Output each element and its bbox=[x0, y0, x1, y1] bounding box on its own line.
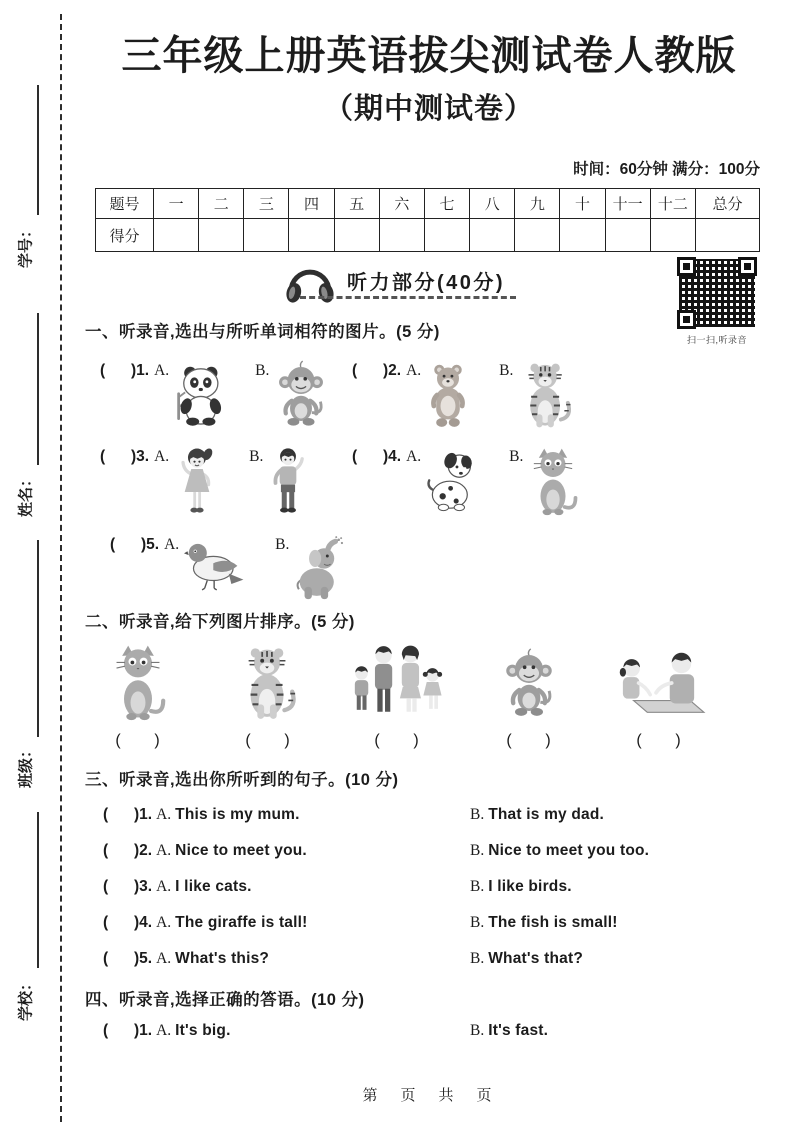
score-col: 十二 bbox=[650, 189, 695, 219]
student-id-blank-line bbox=[37, 85, 39, 215]
section2-title: 二、听录音,给下列图片排序。(5 分) bbox=[85, 613, 355, 631]
family-image bbox=[351, 642, 443, 724]
order-blank: ( ) bbox=[245, 732, 291, 749]
option-b-text: I like birds. bbox=[488, 878, 572, 895]
option-a-label: A. bbox=[156, 842, 172, 859]
s3-question-3-a bbox=[103, 878, 252, 896]
answer-blank: ( )5. bbox=[103, 950, 153, 967]
score-cell bbox=[379, 219, 424, 252]
order-blank: ( ) bbox=[374, 732, 420, 749]
s3-question-1-b bbox=[470, 806, 604, 824]
option-a-label: A. bbox=[156, 914, 172, 931]
option-a-label: A. bbox=[156, 806, 172, 823]
school-blank-line bbox=[37, 812, 39, 968]
s4-question-1-b bbox=[470, 1022, 548, 1040]
score-col: 八 bbox=[470, 189, 515, 219]
score-col: 十 bbox=[560, 189, 605, 219]
s2-item-3 bbox=[350, 642, 444, 750]
talking-kids-image bbox=[609, 642, 709, 724]
s3-question-5-a bbox=[103, 950, 269, 968]
option-b-label: B. bbox=[470, 950, 485, 967]
bear-image bbox=[426, 358, 470, 432]
s3-question-4-b bbox=[470, 914, 618, 932]
score-col: 二 bbox=[199, 189, 244, 219]
answer-blank: ( )3. bbox=[100, 448, 150, 465]
answer-blank: ( )5. bbox=[110, 536, 160, 553]
score-col: 一 bbox=[154, 189, 199, 219]
tiger-image bbox=[518, 358, 574, 432]
option-a-text: I like cats. bbox=[175, 878, 252, 895]
section1-title: 一、听录音,选出与所听单词相符的图片。(5 分) bbox=[85, 323, 440, 341]
option-b-label: B. bbox=[470, 1022, 485, 1039]
option-a-label: A. bbox=[406, 362, 422, 379]
option-a-label: A. bbox=[154, 362, 170, 379]
score-table bbox=[95, 188, 760, 252]
s2-item-1 bbox=[105, 642, 171, 750]
option-a-text: The giraffe is tall! bbox=[175, 914, 308, 931]
option-b-text: What's that? bbox=[488, 950, 583, 967]
option-a-text: It's big. bbox=[175, 1022, 231, 1039]
s3-question-2-b bbox=[470, 842, 649, 860]
option-a-text: What's this? bbox=[175, 950, 270, 967]
score-col: 六 bbox=[379, 189, 424, 219]
option-b-label: B. bbox=[509, 448, 524, 465]
option-a-label: A. bbox=[154, 448, 170, 465]
s2-item-4 bbox=[498, 642, 560, 750]
option-b-label: B. bbox=[470, 806, 485, 823]
panda-image bbox=[174, 358, 226, 430]
s2-item-2 bbox=[233, 642, 303, 750]
qr-finder-bottom-left bbox=[677, 310, 696, 329]
score-row-label: 得分 bbox=[96, 219, 154, 252]
cat-image bbox=[528, 444, 578, 520]
student-id-label: 学号： bbox=[17, 223, 35, 269]
score-table-score-row bbox=[96, 219, 760, 252]
section3-title: 三、听录音,选出你所听到的句子。(10 分) bbox=[85, 771, 399, 789]
answer-blank: ( )4. bbox=[103, 914, 153, 931]
listening-section-title: 听力部分(40分) bbox=[347, 272, 506, 294]
qr-block bbox=[675, 255, 759, 346]
option-a-text: This is my mum. bbox=[175, 806, 300, 823]
order-blank: ( ) bbox=[506, 732, 552, 749]
elephant-image bbox=[294, 534, 346, 604]
option-a-text: Nice to meet you. bbox=[175, 842, 307, 859]
score-col: 五 bbox=[334, 189, 379, 219]
option-b-text: It's fast. bbox=[488, 1022, 549, 1039]
option-b-label: B. bbox=[499, 362, 514, 379]
answer-blank: ( )1. bbox=[103, 1022, 153, 1039]
section4-title: 四、听录音,选择正确的答语。(10 分) bbox=[85, 991, 365, 1009]
option-b-text: That is my dad. bbox=[488, 806, 605, 823]
option-a-label: A. bbox=[406, 448, 422, 465]
s2-item-5 bbox=[608, 642, 710, 750]
s1-question-1 bbox=[100, 362, 328, 430]
score-col: 七 bbox=[424, 189, 469, 219]
order-blank: ( ) bbox=[636, 732, 682, 749]
score-table-header-row bbox=[96, 189, 760, 219]
score-cell bbox=[560, 219, 605, 252]
boy-image bbox=[268, 444, 308, 522]
monkey-image bbox=[274, 358, 328, 430]
qr-caption: 扫一扫,听录音 bbox=[686, 335, 747, 345]
s3-question-4-a bbox=[103, 914, 308, 932]
cut-dashed-line bbox=[60, 14, 62, 1122]
listening-title-underline bbox=[300, 296, 516, 299]
s1-question-2 bbox=[352, 362, 574, 432]
option-b-text: The fish is small! bbox=[488, 914, 618, 931]
tiger-image bbox=[237, 642, 299, 724]
name-label: 姓名： bbox=[17, 472, 35, 518]
score-cell bbox=[199, 219, 244, 252]
option-a-label: A. bbox=[156, 878, 172, 895]
score-cell bbox=[650, 219, 695, 252]
s3-question-1-a bbox=[103, 806, 300, 824]
score-col-total: 总分 bbox=[696, 189, 760, 219]
score-table-corner: 题号 bbox=[96, 189, 154, 219]
cat-image bbox=[110, 642, 166, 724]
score-cell bbox=[244, 219, 289, 252]
option-b-label: B. bbox=[470, 878, 485, 895]
score-col: 九 bbox=[515, 189, 560, 219]
girl-image bbox=[174, 444, 220, 522]
option-b-label: B. bbox=[470, 914, 485, 931]
score-cell-total bbox=[696, 219, 760, 252]
dog-image bbox=[426, 446, 480, 518]
option-b-label: B. bbox=[249, 448, 264, 465]
monkey-image bbox=[501, 642, 557, 724]
score-cell bbox=[605, 219, 650, 252]
option-b-label: B. bbox=[255, 362, 270, 379]
score-cell bbox=[154, 219, 199, 252]
paper-subtitle: （期中测试卷） bbox=[323, 93, 534, 125]
option-a-label: A. bbox=[164, 536, 180, 553]
name-blank-line bbox=[37, 313, 39, 465]
score-cell bbox=[289, 219, 334, 252]
option-b-label: B. bbox=[470, 842, 485, 859]
school-label: 学校： bbox=[17, 976, 35, 1022]
s1-question-4 bbox=[352, 448, 578, 520]
s3-question-2-a bbox=[103, 842, 307, 860]
answer-blank: ( )4. bbox=[352, 448, 402, 465]
order-blank: ( ) bbox=[115, 732, 161, 749]
paper-title: 三年级上册英语拔尖测试卷人教版 bbox=[121, 34, 737, 78]
qr-finder-top-right bbox=[738, 257, 757, 276]
score-cell bbox=[334, 219, 379, 252]
s3-question-3-b bbox=[470, 878, 572, 896]
score-col: 四 bbox=[289, 189, 334, 219]
class-blank-line bbox=[37, 540, 39, 737]
answer-blank: ( )1. bbox=[100, 362, 150, 379]
s3-question-5-b bbox=[470, 950, 583, 968]
score-cell bbox=[515, 219, 560, 252]
time-score-info: 时间：60分钟 满分：100分 bbox=[573, 161, 760, 178]
s1-question-3 bbox=[100, 448, 308, 522]
score-col: 十一 bbox=[605, 189, 650, 219]
option-b-text: Nice to meet you too. bbox=[488, 842, 650, 859]
answer-blank: ( )1. bbox=[103, 806, 153, 823]
answer-blank: ( )3. bbox=[103, 878, 153, 895]
option-a-label: A. bbox=[156, 1022, 172, 1039]
answer-blank: ( )2. bbox=[103, 842, 153, 859]
option-a-label: A. bbox=[156, 950, 172, 967]
qr-code bbox=[675, 255, 759, 331]
score-cell bbox=[470, 219, 515, 252]
qr-finder-top-left bbox=[677, 257, 696, 276]
score-cell bbox=[424, 219, 469, 252]
class-label: 班级： bbox=[17, 743, 35, 789]
score-col: 三 bbox=[244, 189, 289, 219]
s4-question-1-a bbox=[103, 1022, 231, 1040]
answer-blank: ( )2. bbox=[352, 362, 402, 379]
bird-image bbox=[184, 536, 246, 594]
option-b-label: B. bbox=[275, 536, 290, 553]
s1-question-5 bbox=[110, 536, 346, 604]
page-footer: 第 页 共 页 bbox=[362, 1087, 496, 1104]
